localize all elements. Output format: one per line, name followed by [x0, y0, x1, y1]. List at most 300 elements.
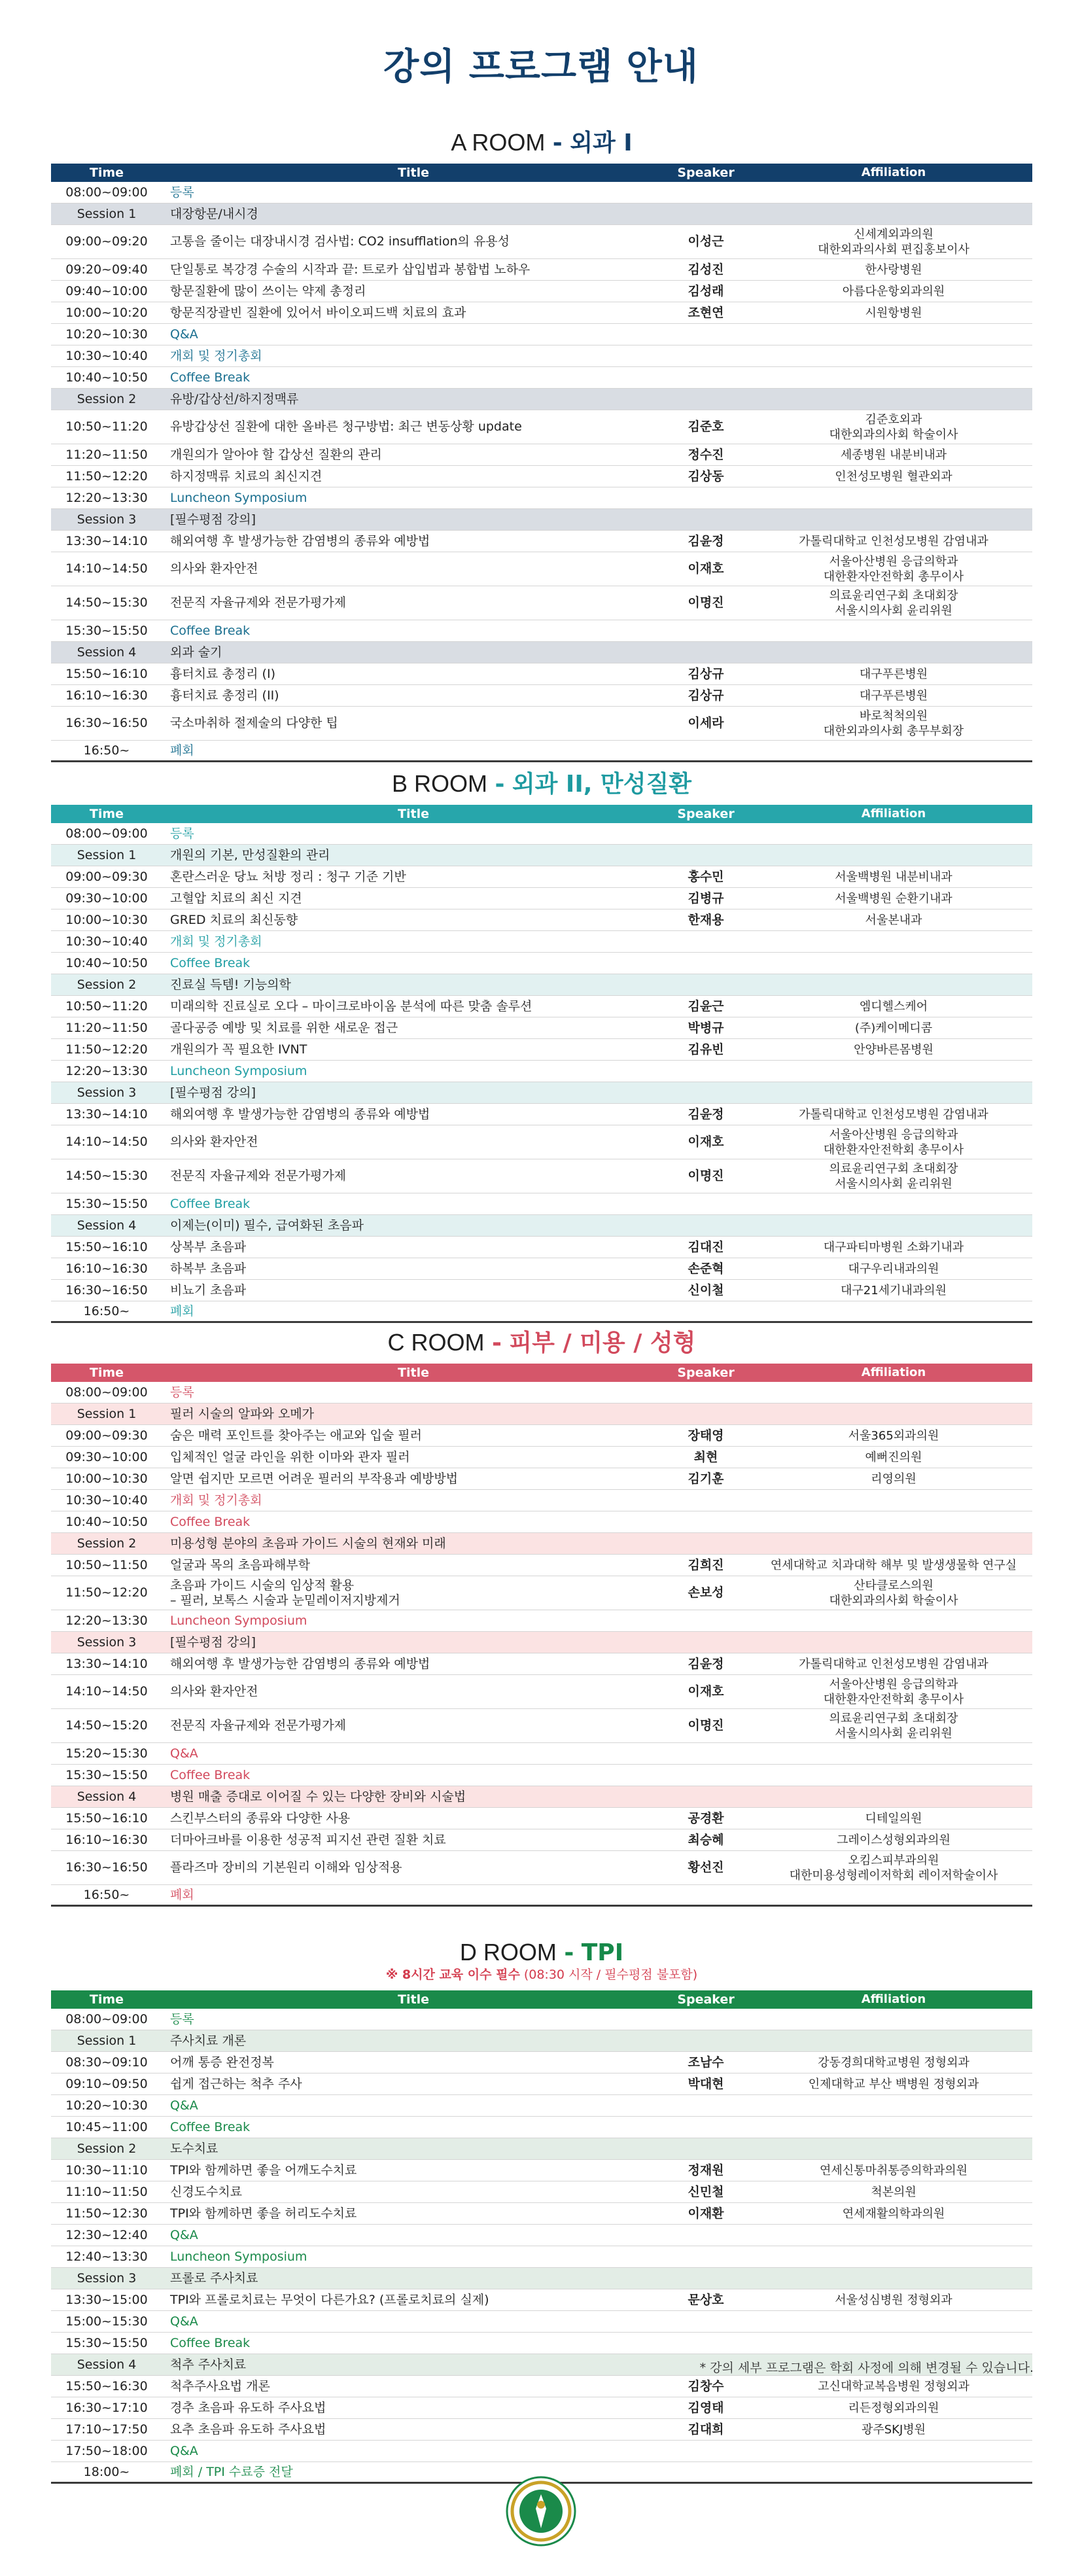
affiliation-line: 대한환자안전학회 총무이사 [823, 1692, 964, 1706]
row-title [162, 1578, 657, 1608]
affiliation-line: 세종병원 내분비내과 [840, 448, 947, 462]
row-speaker: 김윤정 [688, 1656, 724, 1671]
row-title: TPI와 함께하면 좋을 어깨도수치료 [170, 2162, 357, 2178]
row-title: 흉터치료 총정리 (II) [170, 688, 279, 703]
row-time: 09:30~10:00 [65, 891, 148, 906]
row-affiliation [755, 1833, 1032, 1848]
row-affiliation [755, 2422, 1032, 2437]
row-speaker: 이성근 [688, 234, 724, 249]
session-title: 이제는(이미) 필수, 급여화된 초음파 [170, 1218, 364, 1233]
schedule-row [51, 996, 1032, 1017]
schedule-row [51, 1215, 1032, 1237]
schedule-row [51, 974, 1032, 996]
row-speaker: 문상호 [688, 2292, 724, 2307]
row-time: 17:10~17:50 [65, 2422, 148, 2437]
schedule-row [51, 1061, 1032, 1082]
affiliation-line: 신세계외과의원 [854, 227, 934, 241]
affiliation-line: 가톨릭대학교 인천성모병원 감염내과 [799, 1657, 988, 1671]
schedule-row [51, 552, 1032, 586]
schedule-row [51, 1301, 1032, 1323]
row-title: Q&A [170, 2314, 198, 2329]
row-affiliation [755, 2401, 1032, 2416]
room-title [51, 771, 1032, 797]
row-title: 개회 및 정기총회 [170, 1492, 262, 1508]
row-title: 혼란스러운 당뇨 처방 정리 : 청구 기준 기반 [170, 869, 406, 884]
row-speaker: 김상동 [688, 468, 724, 484]
affiliation-line: 대한외과의사회 편집홍보이사 [818, 242, 969, 256]
row-affiliation [755, 262, 1032, 277]
row-affiliation [755, 891, 1032, 906]
schedule-row [51, 1533, 1032, 1555]
row-title: Luncheon Symposium [170, 1613, 307, 1628]
affiliation-line: 서울본내과 [865, 913, 922, 927]
row-title: Coffee Break [170, 2335, 251, 2350]
row-time: 10:30~10:40 [65, 1492, 148, 1508]
row-speaker: 김상규 [688, 666, 724, 681]
schedule-row [51, 1125, 1032, 1159]
row-time: 10:50~11:20 [65, 419, 148, 434]
affiliation-line: 한사랑병원 [865, 262, 922, 277]
affiliation-line: 서울백병원 순환기내과 [835, 891, 952, 906]
affiliation-line: 서울아산병원 응급의학과 [829, 1677, 958, 1691]
session-label: Session 4 [77, 1218, 137, 1233]
row-speaker: 김병규 [688, 891, 724, 906]
room-subtitle: 외과 I [570, 130, 633, 156]
row-time: 09:00~09:20 [65, 234, 148, 249]
affiliation-line: 대구파티마병원 소화기내과 [823, 1240, 964, 1254]
row-title: 해외여행 후 발생가능한 감염병의 종류와 예방법 [170, 1106, 430, 1121]
row-affiliation [755, 1042, 1032, 1057]
row-speaker: 김희진 [688, 1557, 724, 1572]
row-title: 알면 쉽지만 모르면 어려운 필러의 부작용과 예방방법 [170, 1471, 459, 1486]
schedule-row [51, 389, 1032, 410]
schedule-row [51, 1280, 1032, 1301]
session-label: Session 4 [77, 644, 137, 660]
header-title: Title [398, 166, 429, 180]
affiliation-line: 서울백병원 내분비내과 [835, 870, 952, 884]
row-speaker: 박대현 [688, 2076, 724, 2091]
row-title: Q&A [170, 326, 198, 342]
affiliation-line: 대한환자안전학회 총무이사 [823, 569, 964, 584]
session-label: Session 2 [77, 1536, 137, 1551]
row-title: Q&A [170, 2098, 198, 2113]
row-time: 16:30~16:50 [65, 1282, 148, 1297]
row-title: Coffee Break [170, 1196, 251, 1211]
schedule-row [51, 2311, 1032, 2333]
row-title: 얼굴과 목의 초음파해부학 [170, 1557, 310, 1572]
header-title: Title [398, 1992, 429, 2007]
schedule-header [51, 805, 1032, 823]
schedule-row [51, 367, 1032, 389]
row-affiliation [755, 1811, 1032, 1826]
row-time: 16:10~16:30 [65, 688, 148, 703]
schedule-row [51, 1403, 1032, 1425]
session-title: 개원의 기본, 만성질환의 관리 [170, 847, 330, 862]
session-label: Session 3 [77, 1634, 137, 1650]
row-affiliation [755, 2163, 1032, 2178]
row-time: 15:50~16:30 [65, 2378, 148, 2393]
schedule-row [51, 586, 1032, 620]
row-speaker: 이재호 [688, 561, 724, 576]
row-time: 09:00~09:30 [65, 1428, 148, 1443]
row-speaker: 김창수 [688, 2378, 724, 2393]
schedule-row [51, 1382, 1032, 1403]
schedule-row [51, 1632, 1032, 1653]
row-title: 폐회 / TPI 수료증 전달 [170, 2464, 293, 2479]
row-time: 10:00~10:30 [65, 1471, 148, 1486]
affiliation-line: 의료윤리연구회 초대회장 [829, 588, 958, 603]
row-title: 쉽게 접근하는 척추 주사 [170, 2076, 302, 2091]
row-time: 16:10~16:30 [65, 1261, 148, 1276]
header-affiliation: Affiliation [861, 1992, 926, 2006]
session-label: Session 2 [77, 2141, 137, 2156]
row-speaker: 장태영 [688, 1428, 724, 1443]
session-title: 유방/갑상선/하지정맥류 [170, 391, 299, 406]
row-title: 전문직 자율규제와 전문가평가제 [170, 1718, 347, 1733]
row-title: 척추주사요법 개론 [170, 2378, 270, 2393]
header-time: Time [89, 1366, 124, 1380]
affiliation-line: 가톨릭대학교 인천성모병원 감염내과 [799, 534, 988, 548]
room-title-dash: - [491, 1330, 502, 1356]
row-time: 08:00~09:00 [65, 185, 148, 200]
room-subtitle: 피부 / 미용 / 성형 [509, 1330, 696, 1356]
row-speaker: 김성진 [688, 262, 724, 277]
schedule-row [51, 2268, 1032, 2289]
row-time: 16:30~16:50 [65, 716, 148, 730]
row-title: 더마아크바를 이용한 성공적 피지선 관련 질환 치료 [170, 1832, 446, 1847]
row-title: 하지정맥류 치료의 최신지견 [170, 468, 323, 484]
row-time: 10:20~10:30 [65, 326, 148, 342]
row-affiliation [755, 412, 1032, 442]
affiliation-line: 척본의원 [871, 2185, 916, 2199]
affiliation-line: 리든정형외과의원 [848, 2401, 939, 2415]
row-title: 의사와 환자안전 [170, 561, 258, 576]
row-time: 10:45~11:00 [65, 2119, 148, 2134]
schedule-row [51, 2030, 1032, 2052]
row-affiliation [755, 999, 1032, 1014]
row-time: 08:00~09:00 [65, 2011, 148, 2026]
row-affiliation [755, 1450, 1032, 1465]
room-title-dash: - [552, 130, 563, 156]
row-time: 16:10~16:30 [65, 1832, 148, 1847]
schedule-row [51, 2160, 1032, 2181]
row-affiliation [755, 1578, 1032, 1608]
row-time: 16:50~ [83, 1303, 130, 1318]
row-title: Coffee Break [170, 1514, 251, 1529]
schedule-row [51, 1610, 1032, 1632]
room-name: C ROOM [387, 1329, 485, 1356]
room-section [51, 1939, 1032, 2484]
schedule-row [51, 1468, 1032, 1490]
row-title: 전문직 자율규제와 전문가평가제 [170, 595, 347, 610]
affiliation-line: 시원항병원 [865, 306, 922, 320]
row-title: 등록 [170, 2011, 194, 2026]
room-subtitle: TPI [581, 1939, 624, 1966]
row-time: 12:40~13:30 [65, 2249, 148, 2264]
schedule-row [51, 1851, 1032, 1885]
schedule-row [51, 1829, 1032, 1851]
schedule-row [51, 642, 1032, 663]
row-title: 플라즈마 장비의 기본원리 이해와 임상적용 [170, 1860, 402, 1875]
affiliation-line: 대한환자안전학회 총무이사 [823, 1142, 964, 1157]
row-time: 10:40~10:50 [65, 1514, 148, 1529]
row-title: 등록 [170, 1385, 194, 1400]
row-affiliation [755, 1262, 1032, 1277]
schedule-row [51, 466, 1032, 487]
affiliation-line: 가톨릭대학교 인천성모병원 감염내과 [799, 1107, 988, 1121]
affiliation-line: 서울시의사회 윤리위원 [835, 1176, 952, 1191]
row-title: 비뇨기 초음파 [170, 1282, 247, 1297]
affiliation-line: 리영의원 [871, 1472, 916, 1486]
affiliation-line: 의료윤리연구회 초대회장 [829, 1161, 958, 1176]
schedule-row [51, 2138, 1032, 2160]
row-title: 폐회 [170, 1887, 194, 1902]
row-speaker: 이세라 [688, 716, 724, 730]
row-affiliation [755, 709, 1032, 739]
affiliation-line: 서울아산병원 응급의학과 [829, 1127, 958, 1142]
schedule-row [51, 1786, 1032, 1808]
header-affiliation: Affiliation [861, 166, 926, 179]
schedule-row [51, 1743, 1032, 1765]
row-title: 유방갑상선 질환에 대한 올바른 청구방법: 최근 변동상황 update [170, 419, 522, 434]
room-name: B ROOM [391, 770, 487, 797]
row-title: 단일통로 복강경 수술의 시작과 끝: 트로카 삽입법과 봉합법 노하우 [170, 262, 531, 277]
row-time: 08:00~09:00 [65, 826, 148, 841]
row-affiliation [755, 2379, 1032, 2394]
row-affiliation [755, 913, 1032, 928]
room-title [51, 1330, 1032, 1356]
row-affiliation [755, 2206, 1032, 2221]
row-time: 09:00~09:30 [65, 869, 148, 884]
room-name: D ROOM [459, 1939, 557, 1966]
schedule-row [51, 953, 1032, 974]
row-time: 12:30~12:40 [65, 2227, 148, 2242]
row-time: 13:30~15:00 [65, 2292, 148, 2307]
row-time: 11:50~12:20 [65, 1042, 148, 1057]
row-affiliation [755, 1677, 1032, 1707]
affiliation-line: 연세재활의학과의원 [842, 2206, 945, 2221]
row-affiliation [755, 306, 1032, 321]
schedule-row [51, 203, 1032, 225]
room-title [51, 1939, 1032, 1966]
row-time: 14:50~15:30 [65, 1169, 148, 1183]
schedule-row [51, 2225, 1032, 2246]
row-time: 11:10~11:50 [65, 2184, 148, 2199]
row-speaker: 한재용 [688, 912, 724, 927]
row-time: 15:50~16:10 [65, 1239, 148, 1254]
schedule-row [51, 2333, 1032, 2354]
schedule-row [51, 866, 1032, 888]
row-time: 16:30~16:50 [65, 1860, 148, 1875]
row-time: 09:10~09:50 [65, 2076, 148, 2091]
row-affiliation [755, 448, 1032, 463]
row-title: 항문질환에 많이 쓰이는 약제 총정리 [170, 283, 366, 298]
row-title: Luncheon Symposium [170, 490, 307, 505]
row-title: 입체적인 얼굴 라인을 위한 이마와 관자 필러 [170, 1449, 410, 1464]
schedule-row [51, 707, 1032, 741]
row-title: 해외여행 후 발생가능한 감염병의 종류와 예방법 [170, 533, 430, 548]
row-affiliation [755, 1283, 1032, 1298]
schedule-row [51, 1425, 1032, 1447]
schedule-row [51, 1555, 1032, 1576]
row-time: 12:20~13:30 [65, 1613, 148, 1628]
affiliation-line: 서울성심병원 정형외과 [835, 2293, 952, 2307]
affiliation-line: 아름다운항외과의원 [842, 284, 945, 298]
row-time: 14:10~14:50 [65, 561, 148, 576]
row-time: 18:00~ [83, 2464, 130, 2479]
schedule-row [51, 1885, 1032, 1907]
row-time: 17:50~18:00 [65, 2443, 148, 2458]
session-label: Session 2 [77, 391, 137, 406]
row-title: 어깨 통증 완전정복 [170, 2055, 274, 2070]
affiliation-line: 엠디헬스케어 [859, 999, 928, 1014]
row-time: 16:50~ [83, 1887, 130, 1902]
schedule-row [51, 931, 1032, 953]
row-time: 10:00~10:30 [65, 912, 148, 927]
affiliation-line: 디테일의원 [865, 1811, 922, 1826]
row-title: 의사와 환자안전 [170, 1684, 258, 1699]
row-affiliation [755, 1161, 1032, 1191]
row-title: 고혈압 치료의 최신 지견 [170, 891, 302, 906]
session-title: 필러 시술의 알파와 오메가 [170, 1406, 315, 1421]
affiliation-line: 그레이스성형외과의원 [837, 1833, 951, 1847]
schedule-row [51, 1237, 1032, 1258]
schedule-row [51, 2246, 1032, 2268]
session-label: Session 3 [77, 1085, 137, 1100]
row-time: 08:00~09:00 [65, 1385, 148, 1400]
schedule-header [51, 1364, 1032, 1382]
row-title: 국소마취하 절제술의 다양한 팁 [170, 716, 338, 730]
affiliation-line: 예뻐진의원 [865, 1450, 922, 1464]
row-affiliation [755, 1240, 1032, 1255]
row-time: 11:50~12:30 [65, 2206, 148, 2221]
session-title: [필수평점 강의] [170, 512, 256, 527]
row-title: 신경도수치료 [170, 2184, 243, 2199]
schedule-row [51, 281, 1032, 302]
footnote: * 강의 세부 프로그램은 학회 사정에 의해 변경될 수 있습니다. [699, 2361, 1034, 2375]
row-speaker: 이명진 [688, 595, 724, 610]
schedule-row [51, 345, 1032, 367]
affiliation-line: (주)케이메디콤 [854, 1021, 933, 1035]
schedule-row [51, 1258, 1032, 1280]
row-affiliation [755, 1021, 1032, 1036]
row-title: 폐회 [170, 743, 194, 758]
row-affiliation [755, 1472, 1032, 1487]
room-name: A ROOM [451, 129, 546, 156]
schedule-row [51, 259, 1032, 281]
row-time: 10:30~11:10 [65, 2162, 148, 2178]
affiliation-line: 오킴스피부과의원 [848, 1853, 939, 1867]
row-speaker: 황선진 [688, 1860, 724, 1875]
schedule-row [51, 909, 1032, 931]
row-title: Coffee Break [170, 2119, 251, 2134]
row-title: 경추 초음파 유도하 주사요법 [170, 2400, 326, 2415]
row-time: 15:20~15:30 [65, 1746, 148, 1761]
page-title: 강의 프로그램 안내 [383, 46, 699, 88]
affiliation-line: 인천성모병원 혈관외과 [835, 469, 952, 484]
schedule-row [51, 1447, 1032, 1468]
row-time: 10:50~11:50 [65, 1557, 148, 1572]
row-time: 10:40~10:50 [65, 370, 148, 385]
session-title: 대장항문/내시경 [170, 206, 258, 221]
header-affiliation: Affiliation [861, 807, 926, 820]
header-title: Title [398, 807, 429, 821]
schedule-row [51, 620, 1032, 642]
session-label: Session 1 [77, 2033, 137, 2048]
schedule-row [51, 1808, 1032, 1829]
session-title: 병원 매출 증대로 이어질 수 있는 다양한 장비와 시술법 [170, 1789, 466, 1804]
row-title: 등록 [170, 185, 194, 200]
affiliation-line: 대구푸른병원 [859, 688, 928, 703]
session-label: Session 1 [77, 847, 137, 862]
row-title: 전문직 자율규제와 전문가평가제 [170, 1169, 347, 1183]
row-speaker: 이재호 [688, 1135, 724, 1149]
row-speaker: 조남수 [688, 2055, 724, 2070]
row-time: 13:30~14:10 [65, 1656, 148, 1671]
affiliation-line: 의료윤리연구회 초대회장 [829, 1711, 958, 1725]
affiliation-line: 바로척척의원 [859, 709, 928, 723]
schedule-row [51, 2289, 1032, 2311]
row-affiliation [755, 534, 1032, 549]
session-title: 진료실 득템! 기능의학 [170, 977, 291, 992]
row-time: 15:50~16:10 [65, 666, 148, 681]
schedule-row [51, 225, 1032, 259]
row-title: 미래의학 진료실로 오다 – 마이크로바이옴 분석에 따른 맞춤 솔루션 [170, 998, 532, 1014]
row-title: 숨은 매력 포인트를 찾아주는 애교와 입술 필러 [170, 1428, 422, 1443]
row-affiliation [755, 469, 1032, 484]
room-title-dash: - [564, 1939, 574, 1966]
session-title: [필수평점 강의] [170, 1085, 256, 1100]
header-time: Time [89, 166, 124, 180]
schedule-row [51, 845, 1032, 866]
schedule-row [51, 2419, 1032, 2441]
schedule-row [51, 410, 1032, 444]
schedule-row [51, 1104, 1032, 1125]
row-speaker: 공경환 [688, 1810, 724, 1826]
affiliation-line: 연세대학교 치과대학 해부 및 발생생물학 연구실 [770, 1558, 1017, 1572]
row-speaker: 김상규 [688, 688, 724, 703]
schedule-row [51, 663, 1032, 685]
row-title-line: 초음파 가이드 시술의 임상적 활용 [170, 1578, 355, 1593]
row-speaker: 김성래 [688, 283, 724, 298]
row-speaker: 이명진 [688, 1169, 724, 1183]
schedule-row [51, 1193, 1032, 1215]
row-title: 개회 및 정기총회 [170, 348, 262, 363]
row-affiliation [755, 2185, 1032, 2200]
schedule-row [51, 1653, 1032, 1675]
row-speaker: 손보성 [688, 1585, 724, 1600]
row-time: 14:50~15:30 [65, 595, 148, 610]
schedule-row [51, 741, 1032, 762]
affiliation-line: 대한외과의사회 학술이사 [829, 427, 958, 442]
row-speaker: 김윤정 [688, 533, 724, 548]
session-title: 주사치료 개론 [170, 2033, 247, 2048]
row-time: 15:50~16:10 [65, 1810, 148, 1826]
row-time: 14:10~14:50 [65, 1135, 148, 1149]
row-speaker: 김준호 [688, 419, 724, 434]
row-affiliation [755, 1107, 1032, 1122]
affiliation-line: 대구푸른병원 [859, 667, 928, 681]
affiliation-line: 서울아산병원 응급의학과 [829, 554, 958, 569]
row-time: 08:30~09:10 [65, 2055, 148, 2070]
row-speaker: 정수진 [688, 447, 724, 462]
session-title: 미용성형 분야의 초음파 가이드 시술의 현재와 미래 [170, 1536, 446, 1551]
session-title: 도수치료 [170, 2141, 218, 2156]
session-label: Session 3 [77, 512, 137, 527]
session-title: 프롤로 주사치료 [170, 2270, 258, 2285]
row-affiliation [755, 1853, 1032, 1883]
row-title: TPI와 프롤로치료는 무엇이 다른가요? (프롤로치료의 실제) [170, 2292, 489, 2307]
